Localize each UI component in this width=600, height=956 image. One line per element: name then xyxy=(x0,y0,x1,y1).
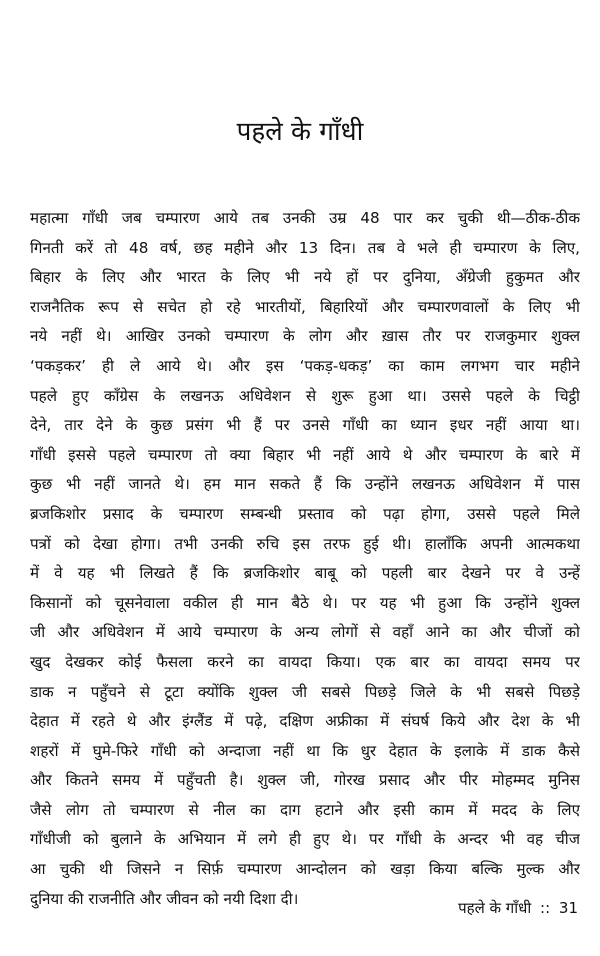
text-line: कुछ भी नहीं जानते थे। हम मान सकते हैं कि उन्होंने लखनऊ अधिवेशन में पास xyxy=(30,475,580,494)
text-line: नये नहीं थे। आखिर उनको चम्पारण के लोग और ख़ास तौर पर राजकुमार शुक्ल xyxy=(30,327,580,346)
text-line: राजनैतिक रूप से सचेत हो रहे भारतीयों, बिहारियों और चम्पारणवालों के लिए भी xyxy=(30,297,580,316)
text-line: गाँधी इससे पहले चम्पारण तो क्या बिहार भी नहीं आये थे और चम्पारण के बारे में xyxy=(30,445,580,464)
text-line: डाक न पहुँचने से टूटा क्योंकि शुक्ल जी सबसे पिछड़े जिले के भी सबसे पिछड़े xyxy=(30,682,580,701)
text-line: ‘पकड़कर’ ही ले आये थे। और इस ‘पकड़-धकड़’ का काम लगभग चार महीने xyxy=(30,356,580,375)
text-line: गाँधीजी को बुलाने के अभियान में लगे ही हुए थे। पर गाँधी के अन्दर भी वह चीज xyxy=(30,830,580,849)
text-line: आ चुकी थी जिसने न सिर्फ़ चम्पारण आन्दोलन को खड़ा किया बल्कि मुल्क और xyxy=(30,860,580,879)
footer-separator: :: xyxy=(540,899,551,917)
page-footer xyxy=(458,898,578,918)
text-line: शहरों में घुमे-फिरे गाँधी को अन्दाजा नहीं था कि धुर देहात के इलाके में डाक कैसे xyxy=(30,741,580,760)
page-number: 31 xyxy=(558,899,578,917)
text-line: पत्रों को देखा होगा। तभी उनकी रुचि इस तरफ हुई थी। हालाँकि अपनी आत्मकथा xyxy=(30,534,580,553)
chapter-title: पहले के गाँधी xyxy=(236,117,364,147)
text-line: गिनती करें तो 48 वर्ष, छह महीने और 13 दिन। तब वे भले ही चम्पारण के लिए, xyxy=(30,238,580,257)
text-line: जी और अधिवेशन में आये चम्पारण के अन्य लोगों से वहाँ आने का और चीजों को xyxy=(30,623,580,642)
text-line: पहले हुए काँग्रेस के लखनऊ अधिवेशन से शुरू हुआ था। उससे पहले के चिट्ठी xyxy=(30,386,580,405)
text-line: किसानों को चूसनेवाला वकील ही मान बैठे थे। पर यह भी हुआ कि उन्होंने शुक्ल xyxy=(30,593,580,612)
text-line: दुनिया की राजनीति और जीवन को नयी दिशा दी। xyxy=(30,889,299,908)
text-line: महात्मा गाँधी जब चम्पारण आये तब उनकी उम्र 48 पार कर चुकी थी—ठीक-ठीक xyxy=(30,209,580,227)
text-line: बिहार के लिए और भारत के लिए भी नये हों पर दुनिया, अँग्रेजी हुकुमत और xyxy=(30,268,580,287)
text-line: जैसे लोग तो चम्पारण से नील का दाग हटाने और इसी काम में मदद के लिए xyxy=(30,800,580,819)
text-line: में वे यह भी लिखते हैं कि ब्रजकिशोर बाबू को पहली बार देखने पर वे उन्हें xyxy=(30,564,580,583)
text-line: देहात में रहते थे और इंग्लैंड में पढ़े, दक्षिण अफ्रीका में संघर्ष किये और देश के भी xyxy=(30,712,580,731)
text-line: और कितने समय में पहुँचती है। शुक्ल जी, गोरख प्रसाद और पीर मोहम्मद मुनिस xyxy=(30,771,580,790)
text-line: देने, तार देने के कुछ प्रसंग भी हैं पर उनसे गाँधी का ध्यान इधर नहीं आया था। xyxy=(30,416,580,435)
text-line: ब्रजकिशोर प्रसाद के चम्पारण सम्बन्धी प्रस्ताव को पढ़ा होगा, उससे पहले मिले xyxy=(30,504,580,523)
text-line: खुद देखकर कोई फैसला करने का वायदा किया। एक बार का वायदा समय पर xyxy=(30,652,580,671)
running-title: पहले के गाँधी xyxy=(458,899,532,917)
body-paragraph xyxy=(30,204,580,914)
